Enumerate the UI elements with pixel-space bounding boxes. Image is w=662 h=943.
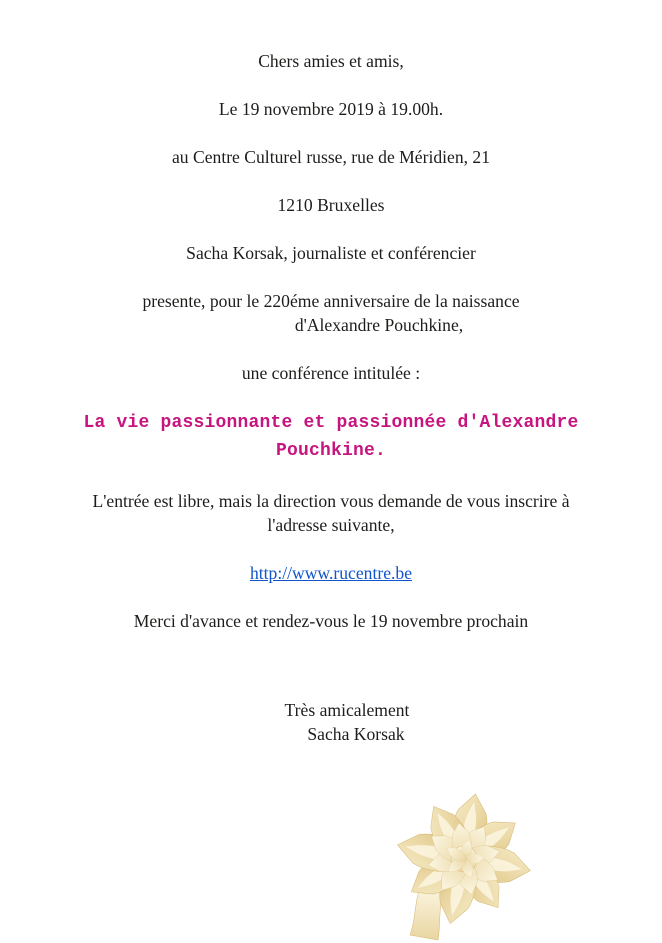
closing-block	[0, 698, 662, 746]
city-line: 1210 Bruxelles	[277, 195, 385, 215]
intro-paragraph	[0, 289, 662, 337]
entry-paragraph	[0, 489, 662, 537]
thanks-line: Merci d'avance et rendez-vous le 19 novembre prochain	[133, 611, 529, 631]
link-line	[0, 561, 662, 585]
gift-bow-image	[386, 789, 546, 943]
intro-line-2: d'Alexandre Pouchkine,	[294, 315, 464, 335]
rucentre-link[interactable]: http://www.rucentre.be	[249, 563, 413, 583]
conference-title	[0, 409, 662, 465]
entry-line-1: L'entrée est libre, mais la direction vous demande de vous inscrire à	[92, 491, 570, 511]
conference-title-line-1: La vie passionnante et passionnée d'Alexandre	[83, 413, 579, 433]
entry-line-2: l'adresse suivante,	[267, 515, 395, 535]
gold-gift-bow-icon	[386, 789, 546, 943]
date-line: Le 19 novembre 2019 à 19.00h.	[218, 99, 444, 119]
greeting-line: Chers amies et amis,	[258, 51, 404, 71]
letter-body	[0, 49, 662, 770]
conference-title-line-2: Pouchkine.	[275, 441, 387, 461]
closing-line-1: Très amicalement	[284, 700, 410, 720]
closing-line-2: Sacha Korsak	[307, 724, 405, 744]
venue-line: au Centre Culturel russe, rue de Méridien, 21	[171, 147, 491, 167]
speaker-line: Sacha Korsak, journaliste et conférencier	[186, 243, 476, 263]
conference-line: une conférence intitulée :	[241, 363, 421, 383]
intro-line-1: presente, pour le 220éme anniversaire de la naissance	[142, 291, 520, 311]
